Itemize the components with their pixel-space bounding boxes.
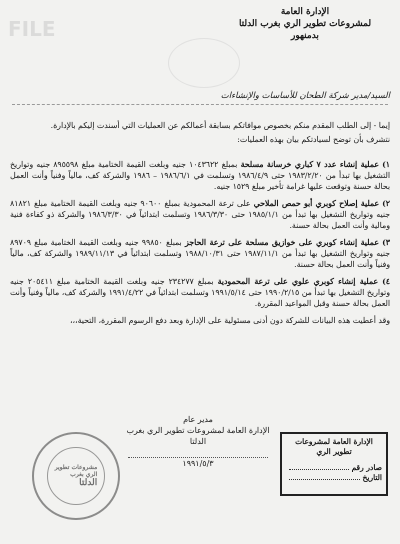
item-title: عملية إنشاء عدد ٧ كباري خرسانة مسلحة	[240, 160, 379, 169]
letterhead-line-2: لمشروعات تطوير الري بغرب الدلتا	[238, 19, 372, 29]
stamp-row1-label: صادر رقم	[351, 463, 382, 472]
letterhead-line-3: بدمنهور	[291, 31, 319, 41]
stamp-row1-fill	[289, 463, 349, 470]
seal-line-2: الري بغرب	[70, 471, 98, 478]
signature-date: ١٩٩١/٥/٣	[182, 459, 214, 468]
item-text: بمبلغ ٢٣٤٢٧٧ جنيه وبلغت القيمة الختامية مبلغ ٢٠٥٤١١ جنيه وتواريخ التشغيل بها تبدأ من ١٩٩٠/٢/١٥ حتى ١٩٩١/٥/١٤ وتسلمت ابتدائياً في ١٩٩١/٤/٢٢ والشركة كف، مالياً وفنياً وأنت العمل بحالة حسنة وقبل المواعيد المقررة.	[10, 277, 390, 308]
seal-line-1: مشروعات تطوير	[54, 464, 98, 471]
stamp-row-number	[286, 463, 382, 473]
closing-paragraph: وقد أعطيت هذه البيانات للشركة دون أدنى مسئولية على الإدارة وبعد دفع الرسوم المقررة، التحية،،،	[70, 316, 390, 325]
stamp-row-date	[286, 473, 382, 483]
item-title: عملية إنشاء كوبري علوي على ترعة المحمودية	[217, 277, 379, 286]
list-item	[10, 198, 390, 231]
item-title: عملية إنشاء كوبري على خوازيق مسلحة على ترعة الحاجز	[184, 238, 379, 247]
round-seal	[32, 432, 120, 520]
signature-line	[128, 447, 268, 458]
seal-text	[55, 464, 98, 488]
item-number: ٤)	[382, 277, 390, 286]
list-item	[10, 276, 390, 309]
letterhead-line-1: الإدارة العامة	[280, 7, 330, 17]
addressee: السيد/مدير شركة الطحان للأساسات والإنشاءات	[220, 91, 390, 101]
seal-line-3: الدلتا	[79, 478, 98, 488]
letter-body	[10, 120, 390, 332]
registry-stamp	[280, 432, 388, 496]
faint-watermark-logo: FILE	[8, 17, 56, 41]
faint-top-stamp	[168, 38, 240, 88]
stamp-row2-label: التاريخ	[362, 473, 382, 482]
stamp-header: الإدارة العامة لمشروعات تطوير الري	[295, 437, 373, 456]
list-item	[10, 237, 390, 270]
signature-block	[118, 414, 278, 469]
item-text: بمبلغ ١٠٤٣٦٢٢ جنيه وبلغت القيمة الختامية مبلغ ٨٩٥٥٩٨ جنيه وتواريخ التشغيل بها تبدأ من ١٩٨٣/٢/٢٠ حتى ١٩٨٦/٤/٩ وتسلمت في ١٩٨٦/٦/١ – ١٩٨٦ والشركة كف، مالياً وفنياً وأنت العمل بحالة حسنة وتوقعت عليها غرامة تأخير مبلغ ١٥٢٩ جنيه.	[10, 160, 390, 191]
letterhead	[220, 6, 390, 42]
item-text: بمبلغ ٩٩٨٥٠ جنيه وبلغت القيمة الختامية مبلغ ٨٩٧٠٩ جنيه وتواريخ التشغيل بها تبدأ من ١٩٨٧/١١/١ حتى ١٩٨٨/١٠/٣١ وتسلمت ابتدائياً في ١٩٨٩/١١/١٣ والشركة كف، مالياً وفنياً وأنت العمل بحالة حسنة.	[10, 238, 390, 269]
signature-org: الإدارة العامة لمشروعات تطوير الري بغرب الدلتا	[126, 426, 270, 446]
item-number: ٣)	[382, 238, 390, 247]
intro-paragraph: إيما - إلى الطلب المقدم منكم بخصوص موافاتكم بسابقة أعمالكم عن العمليات التي أسندت إليكم بالإدارة.	[50, 121, 390, 130]
separator-line	[12, 104, 388, 105]
signature-title: مدير عام	[183, 415, 213, 424]
seal-inner-ring	[47, 447, 105, 505]
item-text: على ترعة المحمودية بمبلغ ٩٠٦٠٠ جنيه وبلغت القيمة الختامية مبلغ ٨١٨٢١ جنيه وتواريخ التشغيل بها تبدأ من ١٩٨٥/١/١ حتى ١٩٨٦/٣/٣٠ وتسلمت ابتدائياً في ١٩٨٦/٣/٣٠ والشركة ذو كفاءة فنية ومالية وأنت العمل بحالة حسنة.	[10, 199, 390, 230]
item-title: عملية إصلاح كوبري أبو حمص الملاحي	[253, 199, 380, 208]
stamp-row2-fill	[289, 473, 360, 480]
item-number: ٢)	[382, 199, 390, 208]
note-paragraph: نتشرف بأن توضح لسيادتكم بيان بهذه العمليات:	[237, 135, 390, 144]
item-number: ١)	[382, 160, 390, 169]
list-item	[10, 159, 390, 192]
